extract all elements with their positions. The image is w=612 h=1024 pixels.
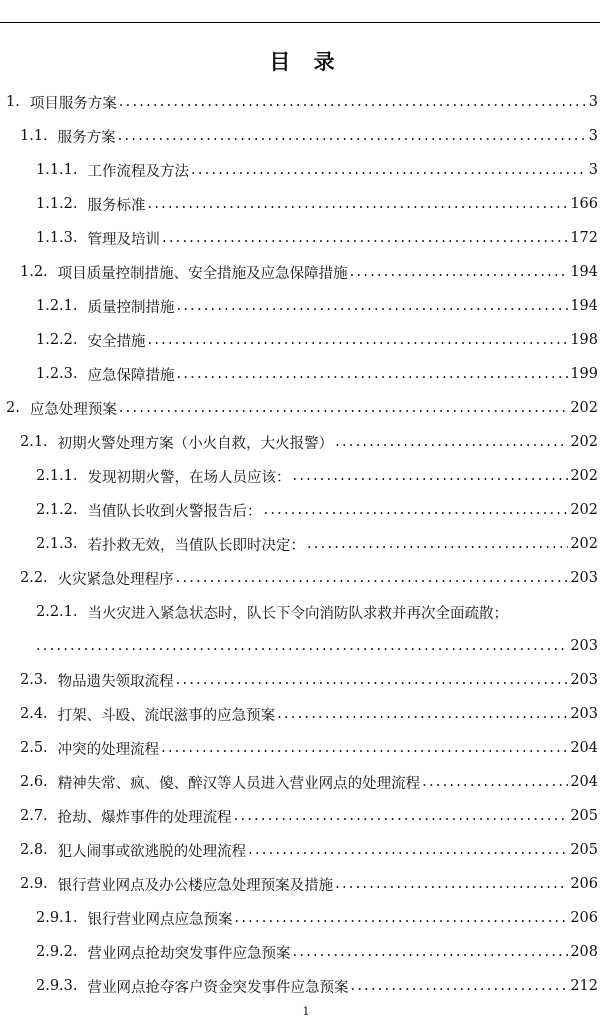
toc-leader-dots [335, 434, 568, 450]
toc-entry-page: 206 [570, 876, 598, 892]
toc-entry[interactable] [0, 391, 612, 425]
toc-entry[interactable] [0, 187, 612, 221]
toc-entry-number: 2.4. [20, 706, 48, 722]
toc-entry-text: 应急保障措施 [87, 367, 175, 384]
toc-leader-dots [422, 774, 568, 790]
toc-entry[interactable] [0, 85, 612, 119]
toc-leader-dots [119, 94, 587, 110]
toc-leader-dots [335, 876, 568, 892]
toc-entry-page: 202 [570, 400, 598, 416]
toc-entry[interactable] [0, 221, 612, 255]
toc-entry-text: 安全措施 [87, 333, 146, 350]
toc-entry-number: 2.9.1. [36, 910, 78, 926]
toc-entry-number: 2.6. [20, 774, 48, 790]
toc-entry-text: 若扑救无效，当值队长即时决定： [87, 537, 306, 554]
toc-entry-number: 1.1.2. [36, 196, 78, 212]
toc-entry-page: 198 [570, 332, 598, 348]
toc-entry-page: 166 [570, 196, 598, 212]
toc-entry-line [20, 697, 598, 731]
toc-entry-number: 2.2. [20, 570, 48, 586]
toc-entry[interactable] [0, 561, 612, 595]
toc-entry[interactable] [0, 119, 612, 153]
toc-entry-text: 管理及培训 [87, 231, 161, 248]
toc-entry-text: 工作流程及方法 [87, 163, 190, 180]
toc-entry-page: 205 [570, 808, 598, 824]
toc-entry-page: 3 [588, 94, 598, 110]
toc-entry-page: 3 [588, 162, 598, 178]
toc-entry-line [36, 323, 598, 357]
toc-entry-page: 208 [570, 944, 598, 960]
toc-entry-text: 银行营业网点应急预案 [87, 911, 233, 928]
toc-entry[interactable] [0, 765, 612, 799]
toc-leader-dots [177, 366, 569, 382]
toc-entry-number: 1.2.2. [36, 332, 78, 348]
toc-leader-dots [176, 672, 569, 688]
toc-entry-number: 2.8. [20, 842, 48, 858]
toc-entry-number: 2. [6, 400, 20, 416]
toc-entry-line [36, 153, 598, 187]
toc-entry-number: 2.9.2. [36, 944, 78, 960]
toc-entry-line [36, 357, 598, 391]
toc-entry-text: 火灾紧急处理程序 [57, 571, 174, 588]
toc-leader-dots [350, 264, 569, 280]
toc-entry-page: 203 [570, 638, 598, 654]
toc-leader-dots [234, 808, 569, 824]
toc-entry-line [36, 527, 598, 561]
toc-entry-page: 194 [570, 264, 598, 280]
header-rule [0, 22, 600, 23]
toc-entry-line [36, 289, 598, 323]
toc-leader-dots [293, 944, 569, 960]
toc-entry-text: 精神失常、疯、傻、醉汉等人员进入营业网点的处理流程 [57, 775, 421, 792]
toc-entry-line [6, 391, 598, 425]
page-number: 1 [302, 1005, 310, 1018]
toc-entry-text: 抢劫、爆炸事件的处理流程 [57, 809, 232, 826]
toc-entry[interactable] [0, 935, 612, 969]
toc-entry-number: 2.1.3. [36, 536, 78, 552]
toc-entry[interactable] [0, 323, 612, 357]
toc-entry[interactable] [0, 697, 612, 731]
toc-entry-number: 2.1.2. [36, 502, 78, 518]
toc-leader-dots [119, 400, 568, 416]
toc-leader-dots [264, 502, 569, 518]
toc-entry-number: 2.3. [20, 672, 48, 688]
toc-entry-number: 2.7. [20, 808, 48, 824]
toc-entry-page: 202 [570, 536, 598, 552]
toc-entry[interactable] [0, 867, 612, 901]
toc-leader-dots [161, 740, 568, 756]
toc-entry-text: 物品遗失领取流程 [57, 673, 174, 690]
toc-entry-page: 205 [570, 842, 598, 858]
toc-entry-page: 172 [570, 230, 598, 246]
toc-entry-line [20, 663, 598, 697]
toc-entry[interactable] [0, 629, 612, 663]
toc-leader-dots [176, 570, 569, 586]
toc-entry[interactable] [0, 527, 612, 561]
toc-entry-page: 202 [570, 468, 598, 484]
toc-entry-line [20, 425, 598, 459]
toc-leader-dots [293, 468, 569, 484]
toc-entry-line [20, 561, 598, 595]
toc-entry-number: 1.1.1. [36, 162, 78, 178]
toc-entry-page: 204 [570, 740, 598, 756]
toc-entry-page: 206 [570, 910, 598, 926]
toc-leader-dots [148, 196, 569, 212]
toc-entry[interactable] [0, 459, 612, 493]
toc-entry-text: 营业网点抢劫突发事件应急预案 [87, 945, 291, 962]
toc-leader-dots [36, 638, 568, 654]
toc-entry-text: 当火灾进入紧急状态时，队长下令向消防队求救并再次全面疏散； [87, 605, 509, 622]
toc-entry-number: 2.9.3. [36, 978, 78, 994]
toc-list [0, 85, 612, 1003]
toc-entry[interactable] [0, 901, 612, 935]
toc-entry-text: 质量控制措施 [87, 299, 175, 316]
toc-entry-number: 1.2.3. [36, 366, 78, 382]
toc-entry[interactable] [0, 153, 612, 187]
toc-entry[interactable] [0, 493, 612, 527]
toc-entry-text: 应急处理预案 [29, 401, 117, 418]
toc-entry-page: 204 [570, 774, 598, 790]
toc-entry-text: 打架、斗殴、流氓滋事的应急预案 [57, 707, 276, 724]
toc-entry-line [36, 595, 598, 629]
toc-leader-dots [162, 230, 568, 246]
toc-leader-dots [177, 298, 569, 314]
toc-entry-page: 199 [570, 366, 598, 382]
toc-leader-dots [248, 842, 568, 858]
toc-entry-number: 2.1. [20, 434, 48, 450]
toc-entry[interactable] [0, 731, 612, 765]
toc-entry-line [36, 493, 598, 527]
toc-entry-number: 2.5. [20, 740, 48, 756]
toc-leader-dots [277, 706, 568, 722]
toc-title: 目 录 [269, 50, 343, 74]
toc-entry-number: 2.2.1. [36, 604, 78, 620]
toc-entry-number: 1.2.1. [36, 298, 78, 314]
toc-entry-line [36, 969, 598, 1003]
toc-entry-line [36, 459, 598, 493]
toc-entry[interactable] [0, 255, 612, 289]
toc-entry-line [6, 85, 598, 119]
toc-entry-line [34, 629, 598, 663]
toc-entry-text: 项目服务方案 [29, 95, 117, 112]
toc-leader-dots [307, 536, 568, 552]
toc-entry-text: 犯人闹事或欲逃脱的处理流程 [57, 843, 247, 860]
toc-entry-page: 203 [570, 706, 598, 722]
toc-entry-page: 202 [570, 502, 598, 518]
toc-entry-page: 203 [570, 570, 598, 586]
toc-entry-number: 1.2. [20, 264, 48, 280]
toc-entry-text: 冲突的处理流程 [57, 741, 160, 758]
toc-entry-number: 2.9. [20, 876, 48, 892]
toc-entry-text: 当值队长收到火警报告后： [87, 503, 262, 520]
toc-entry-text: 服务标准 [87, 197, 146, 214]
toc-entry[interactable] [0, 969, 612, 1003]
toc-entry[interactable] [0, 663, 612, 697]
toc-leader-dots [235, 910, 569, 926]
toc-entry-text: 初期火警处理方案（小火自救，大火报警） [57, 435, 334, 452]
toc-entry-line [20, 255, 598, 289]
toc-entry-line [20, 765, 598, 799]
toc-entry-number: 1.1.3. [36, 230, 78, 246]
toc-entry[interactable] [0, 833, 612, 867]
toc-entry-page: 194 [570, 298, 598, 314]
toc-entry-text: 发现初期火警，在场人员应该： [87, 469, 291, 486]
toc-entry-line [20, 867, 598, 901]
toc-entry[interactable] [0, 799, 612, 833]
toc-entry[interactable] [0, 289, 612, 323]
toc-leader-dots [191, 162, 587, 178]
toc-entry-text: 营业网点抢夺客户资金突发事件应急预案 [87, 979, 349, 996]
toc-entry-text: 项目质量控制措施、安全措施及应急保障措施 [57, 265, 348, 282]
toc-entry-line [36, 221, 598, 255]
toc-entry-line [20, 799, 598, 833]
toc-entry[interactable] [0, 357, 612, 391]
toc-entry-line [20, 119, 598, 153]
toc-leader-dots [118, 128, 587, 144]
toc-entry-number: 1.1. [20, 128, 48, 144]
toc-entry-line [36, 935, 598, 969]
toc-entry-line [20, 833, 598, 867]
toc-entry-page: 202 [570, 434, 598, 450]
toc-leader-dots [148, 332, 569, 348]
toc-entry-number: 2.1.1. [36, 468, 78, 484]
toc-leader-dots [351, 978, 569, 994]
toc-entry-number: 1. [6, 94, 20, 110]
toc-entry-line [36, 187, 598, 221]
toc-entry[interactable] [0, 425, 612, 459]
toc-entry-line [36, 901, 598, 935]
toc-entry-page: 212 [570, 978, 598, 994]
toc-entry-page: 3 [588, 128, 598, 144]
toc-entry-text: 银行营业网点及办公楼应急处理预案及措施 [57, 877, 334, 894]
toc-entry[interactable] [0, 595, 612, 629]
toc-entry-line [20, 731, 598, 765]
toc-entry-page: 203 [570, 672, 598, 688]
toc-entry-text: 服务方案 [57, 129, 116, 146]
